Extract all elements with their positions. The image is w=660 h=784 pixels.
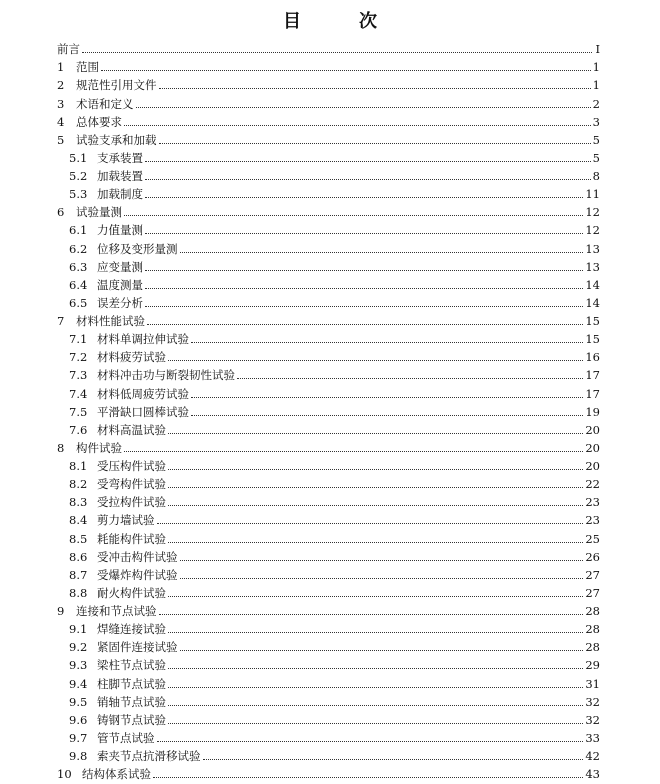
toc-entry[interactable] (57, 256, 600, 274)
dot-leader (168, 433, 583, 434)
toc-entry[interactable] (57, 237, 600, 255)
toc-entry-page: 20 (585, 422, 600, 437)
toc-entry-number: 9.5 (69, 694, 88, 709)
toc-entry-number: 4 (57, 114, 65, 129)
toc-entry[interactable] (57, 727, 600, 745)
toc-entry-number: 6 (57, 205, 65, 220)
dot-leader (159, 614, 584, 615)
toc-entry[interactable] (57, 364, 600, 382)
toc-entry[interactable] (57, 582, 600, 600)
toc-entry-page: 32 (585, 694, 600, 709)
toc-entry-number: 7.4 (69, 386, 88, 401)
toc-entry-label: 术语和定义 (76, 96, 134, 111)
toc-entry-page: I (595, 42, 600, 57)
toc-entry-number: 8.3 (69, 495, 88, 510)
toc-entry-label: 平滑缺口圆棒试验 (97, 404, 189, 419)
toc-entry-number: 8.7 (69, 567, 88, 582)
dot-leader (145, 306, 583, 307)
toc-entry[interactable] (57, 600, 600, 618)
toc-entry-label: 材料冲击功与断裂韧性试验 (97, 368, 235, 383)
dot-leader (159, 88, 591, 89)
toc-entry-number: 7.3 (69, 368, 88, 383)
toc-entry-number: 1 (57, 60, 65, 75)
toc-entry-number: 9.7 (69, 730, 88, 745)
toc-entry-number: 9.2 (69, 640, 88, 655)
toc-entry-label: 梁柱节点试验 (97, 658, 166, 673)
toc-entry-number: 8.6 (69, 549, 88, 564)
toc-entry-label: 耗能构件试验 (97, 531, 166, 546)
dot-leader (136, 107, 591, 108)
toc-entry[interactable] (57, 382, 600, 400)
toc-entry[interactable] (57, 201, 600, 219)
toc-entry-label: 试验支承和加载 (76, 132, 157, 147)
toc-entry[interactable] (57, 147, 600, 165)
dot-leader (168, 487, 583, 488)
dot-leader (168, 632, 583, 633)
toc-entry-label: 材料性能试验 (76, 314, 145, 328)
dot-leader (168, 668, 583, 669)
toc-entry-label: 耐火构件试验 (97, 585, 166, 600)
toc-entry-label: 受爆炸构件试验 (97, 567, 178, 582)
toc-entry-page: 23 (585, 495, 600, 510)
toc-entry-page: 15 (585, 332, 600, 347)
dot-leader (145, 179, 591, 180)
toc-entry-label: 误差分析 (97, 295, 143, 310)
toc-entry-number: 9.6 (69, 712, 88, 727)
dot-leader (145, 270, 583, 271)
dot-leader (180, 252, 584, 253)
toc-entry-page: 14 (585, 295, 600, 310)
toc-entry[interactable] (57, 419, 600, 437)
dot-leader (147, 324, 583, 325)
toc-entry-number: 8.8 (69, 585, 88, 600)
toc-entry-label: 前言 (57, 42, 80, 57)
toc-entry[interactable] (57, 292, 600, 310)
toc-entry-number: 6.3 (69, 259, 88, 274)
toc-entry[interactable] (57, 346, 600, 364)
toc-entry[interactable] (57, 401, 600, 419)
toc-entry-number: 5.2 (69, 169, 88, 183)
toc-entry-page: 19 (585, 404, 600, 419)
toc-entry-label: 连接和节点试验 (76, 604, 157, 618)
toc-entry-label: 支承装置 (97, 150, 143, 165)
toc-entry-label: 结构体系试验 (82, 767, 151, 782)
toc-entry-label: 构件试验 (76, 440, 122, 455)
toc-entry-label: 位移及变形量测 (97, 241, 178, 256)
toc-entry[interactable] (57, 219, 600, 237)
dot-leader (145, 288, 583, 289)
dot-leader (180, 560, 584, 561)
dot-leader (168, 705, 583, 706)
dot-leader (157, 741, 584, 742)
toc-entry[interactable] (57, 92, 600, 110)
toc-entry-label: 温度测量 (97, 277, 143, 292)
toc-entry-label: 材料高温试验 (97, 422, 166, 437)
toc-entry[interactable] (57, 564, 600, 582)
toc-entry-page: 5 (592, 150, 600, 165)
toc-entry-number: 7.1 (69, 332, 88, 347)
toc-entry-page: 17 (585, 368, 600, 383)
toc-entry-page: 11 (585, 187, 600, 202)
toc-entry-page: 17 (585, 386, 600, 401)
toc-entry-number: 6.2 (69, 241, 88, 256)
dot-leader (203, 759, 584, 760)
toc-entry-number: 6.1 (69, 223, 88, 238)
toc-entry-page: 27 (585, 567, 600, 582)
toc-entry-number: 3 (57, 96, 65, 111)
toc-entry[interactable] (57, 509, 600, 527)
toc-entry[interactable] (57, 165, 600, 183)
toc-entry[interactable] (57, 183, 600, 201)
toc-entry[interactable] (57, 691, 600, 709)
toc-entry-page: 33 (585, 730, 600, 745)
toc-entry[interactable] (57, 654, 600, 672)
toc-entry-label: 加载制度 (97, 187, 143, 202)
toc-entry-page: 27 (585, 585, 600, 600)
toc-entry-page: 28 (585, 604, 600, 618)
toc-entry-number: 7 (57, 314, 65, 328)
toc-entry-number: 9 (57, 604, 65, 618)
toc-entry-page: 31 (585, 676, 600, 691)
dot-leader (159, 143, 591, 144)
toc-entry[interactable] (57, 763, 600, 781)
dot-leader (124, 125, 591, 126)
dot-leader (145, 233, 583, 234)
toc-entry-number: 7.6 (69, 422, 88, 437)
dot-leader (180, 650, 584, 651)
toc-entry-number: 5.1 (69, 150, 88, 165)
toc-entry-page: 8 (592, 169, 600, 183)
toc-entry-label: 材料疲劳试验 (97, 350, 166, 365)
toc-entry[interactable] (57, 437, 600, 455)
toc-entry-label: 规范性引用文件 (76, 78, 157, 93)
dot-leader (168, 360, 583, 361)
toc-entry-label: 焊缝连接试验 (97, 622, 166, 637)
toc-entry[interactable] (57, 491, 600, 509)
toc-entry-page: 22 (585, 477, 600, 492)
toc-entry[interactable] (57, 546, 600, 564)
toc-entry-number: 8.1 (69, 459, 88, 473)
toc-entry-page: 12 (585, 223, 600, 238)
dot-leader (168, 469, 583, 470)
toc-entry-number: 8.2 (69, 477, 88, 492)
toc-entry-label: 材料单调拉伸试验 (97, 332, 189, 347)
dot-leader (191, 397, 583, 398)
dot-leader (168, 505, 583, 506)
toc-entry-label: 剪力墙试验 (97, 513, 155, 528)
toc-entry-label: 加载装置 (97, 169, 143, 183)
toc-entry-page: 2 (592, 96, 600, 111)
toc-entry-number: 6.4 (69, 277, 88, 292)
toc-entry[interactable] (57, 129, 600, 147)
toc-entry-page: 32 (585, 712, 600, 727)
toc-entry-label: 力值量测 (97, 223, 143, 238)
dot-leader (168, 542, 583, 543)
toc-entry[interactable] (57, 709, 600, 727)
toc-entry-page: 20 (585, 440, 600, 455)
toc-entry-page: 29 (585, 658, 600, 673)
toc-entry-page: 13 (585, 241, 600, 256)
toc-entry-label: 试验量测 (76, 205, 122, 220)
toc-entry-number: 7.5 (69, 404, 88, 419)
dot-leader (124, 215, 583, 216)
toc-entry-label: 受压构件试验 (97, 459, 166, 473)
toc-entry-number: 5.3 (69, 187, 88, 202)
toc-entry[interactable] (57, 636, 600, 654)
dot-leader (145, 161, 591, 162)
toc-entry-page: 1 (592, 60, 600, 75)
toc-entry-number: 10 (57, 767, 72, 782)
toc-entry[interactable] (57, 274, 600, 292)
toc-entry-number: 9.4 (69, 676, 88, 691)
toc-entry-number: 8.4 (69, 513, 88, 528)
toc-entry[interactable] (57, 473, 600, 491)
toc-entry-page: 15 (585, 314, 600, 328)
toc-entry-page: 43 (585, 767, 600, 782)
toc-entry-number: 8 (57, 440, 65, 455)
dot-leader (157, 523, 584, 524)
page-title: 目 次 (283, 11, 397, 32)
toc-entry-page: 23 (585, 513, 600, 528)
toc-entry-number: 9.8 (69, 749, 88, 763)
toc-entry-label: 受冲击构件试验 (97, 549, 178, 564)
table-of-contents (57, 38, 600, 781)
dot-leader (191, 415, 583, 416)
dot-leader (191, 342, 583, 343)
toc-entry[interactable] (57, 527, 600, 545)
toc-entry[interactable] (57, 74, 600, 92)
toc-entry-label: 应变量测 (97, 259, 143, 274)
toc-entry[interactable] (57, 672, 600, 690)
toc-entry-label: 受拉构件试验 (97, 495, 166, 510)
toc-entry-page: 25 (585, 531, 600, 546)
toc-entry-page: 1 (592, 78, 600, 93)
dot-leader (82, 52, 592, 53)
toc-entry[interactable] (57, 455, 600, 473)
toc-entry-page: 28 (585, 622, 600, 637)
toc-entry-page: 5 (592, 132, 600, 147)
toc-entry-number: 6.5 (69, 295, 88, 310)
toc-entry[interactable] (57, 56, 600, 74)
dot-leader (237, 378, 583, 379)
toc-entry-number: 7.2 (69, 350, 88, 365)
toc-entry-label: 范围 (76, 60, 99, 75)
toc-entry-number: 9.3 (69, 658, 88, 673)
toc-entry-page: 28 (585, 640, 600, 655)
toc-entry-label: 总体要求 (76, 114, 122, 129)
toc-entry-number: 5 (57, 132, 65, 147)
toc-entry-page: 42 (585, 749, 600, 763)
dot-leader (180, 578, 584, 579)
toc-entry-label: 柱脚节点试验 (97, 676, 166, 691)
toc-entry[interactable] (57, 38, 600, 56)
toc-entry-page: 20 (585, 459, 600, 473)
toc-entry[interactable] (57, 618, 600, 636)
toc-entry-label: 材料低周疲劳试验 (97, 386, 189, 401)
toc-entry-label: 铸钢节点试验 (97, 712, 166, 727)
toc-entry-label: 紧固件连接试验 (97, 640, 178, 655)
toc-entry-label: 销轴节点试验 (97, 694, 166, 709)
dot-leader (145, 197, 583, 198)
toc-entry-number: 8.5 (69, 531, 88, 546)
toc-entry[interactable] (57, 328, 600, 346)
toc-entry[interactable] (57, 111, 600, 129)
dot-leader (101, 70, 591, 71)
toc-entry-page: 26 (585, 549, 600, 564)
dot-leader (168, 596, 583, 597)
toc-entry-number: 2 (57, 78, 65, 93)
toc-entry-page: 14 (585, 277, 600, 292)
toc-entry-page: 16 (585, 350, 600, 365)
dot-leader (124, 451, 583, 452)
dot-leader (168, 723, 583, 724)
toc-entry-number: 9.1 (69, 622, 88, 637)
toc-entry-page: 13 (585, 259, 600, 274)
dot-leader (153, 777, 583, 778)
toc-entry-page: 3 (592, 114, 600, 129)
toc-entry-label: 管节点试验 (97, 730, 155, 745)
toc-entry-page: 12 (585, 205, 600, 220)
toc-entry-label: 受弯构件试验 (97, 477, 166, 492)
dot-leader (168, 687, 583, 688)
toc-entry-label: 索夹节点抗滑移试验 (97, 749, 201, 763)
toc-entry[interactable] (57, 310, 600, 328)
toc-entry[interactable] (57, 745, 600, 763)
